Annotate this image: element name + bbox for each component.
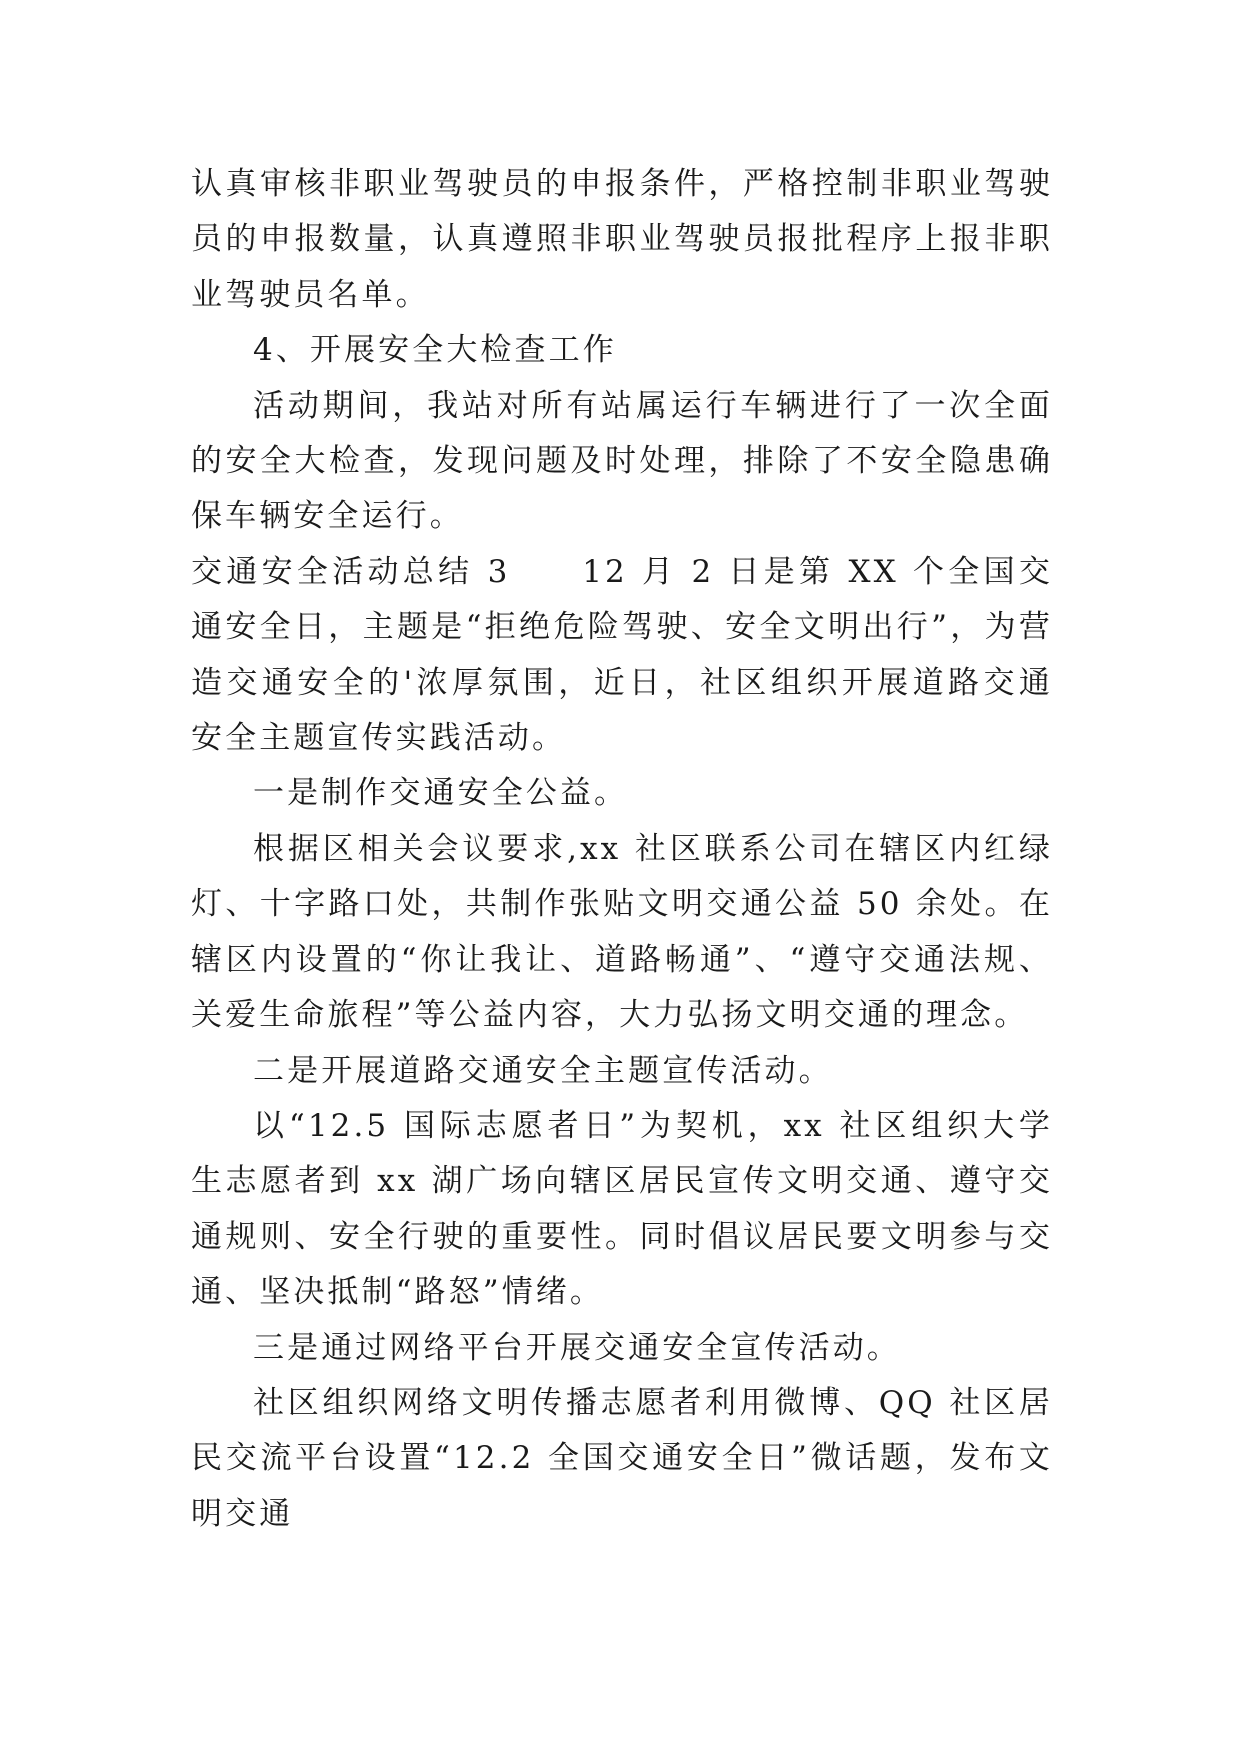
- paragraph-item-three-heading: 三是通过网络平台开展交通安全宣传活动。: [253, 1329, 901, 1366]
- document-body: [191, 157, 1053, 1542]
- paragraph-summary-3-intro: 交通安全活动总结 3 12 月 2 日是第 XX 个全国交通安全日，主题是“拒绝危险驾驶、安全文明出行”，为营造交通安全的'浓厚氛围，近日，社区组织开展道路交通安全主题宣传实践活动。: [191, 553, 1053, 757]
- paragraph-item-two-heading: 二是开展道路交通安全主题宣传活动。: [253, 1052, 833, 1089]
- paragraph-item-two: 以“12.5 国际志愿者日”为契机，xx 社区组织大学生志愿者到 xx 湖广场向辖区居民宣传文明交通、遵守交通规则、安全行驶的重要性。同时倡议居民要文明参与交通、坚决抵制“路怒”情绪。: [191, 1107, 1053, 1311]
- paragraph-item-three: 社区组织网络文明传播志愿者利用微博、QQ 社区居民交流平台设置“12.2 全国交通安全日”微话题，发布文明交通: [191, 1384, 1053, 1532]
- paragraph-driver-review: 认真审核非职业驾驶员的申报条件，严格控制非职业驾驶员的申报数量，认真遵照非职业驾驶员报批程序上报非职业驾驶员名单。: [191, 166, 1053, 313]
- paragraph-item-one-heading: 一是制作交通安全公益。: [253, 775, 629, 812]
- paragraph-item-one: 根据区相关会议要求,xx 社区联系公司在辖区内红绿灯、十字路口处，共制作张贴文明交通公益 50 余处。在辖区内设置的“你让我让、道路畅通”、“遵守交通法规、关爱生命旅程”等公益内容，大力弘扬文明交通的理念。: [191, 830, 1053, 1034]
- paragraph-safety-check-heading: 4、开展安全大检查工作: [253, 332, 617, 369]
- paragraph-safety-check: 活动期间，我站对所有站属运行车辆进行了一次全面的安全大检查，发现问题及时处理，排除了不安全隐患确保车辆安全运行。: [191, 387, 1053, 535]
